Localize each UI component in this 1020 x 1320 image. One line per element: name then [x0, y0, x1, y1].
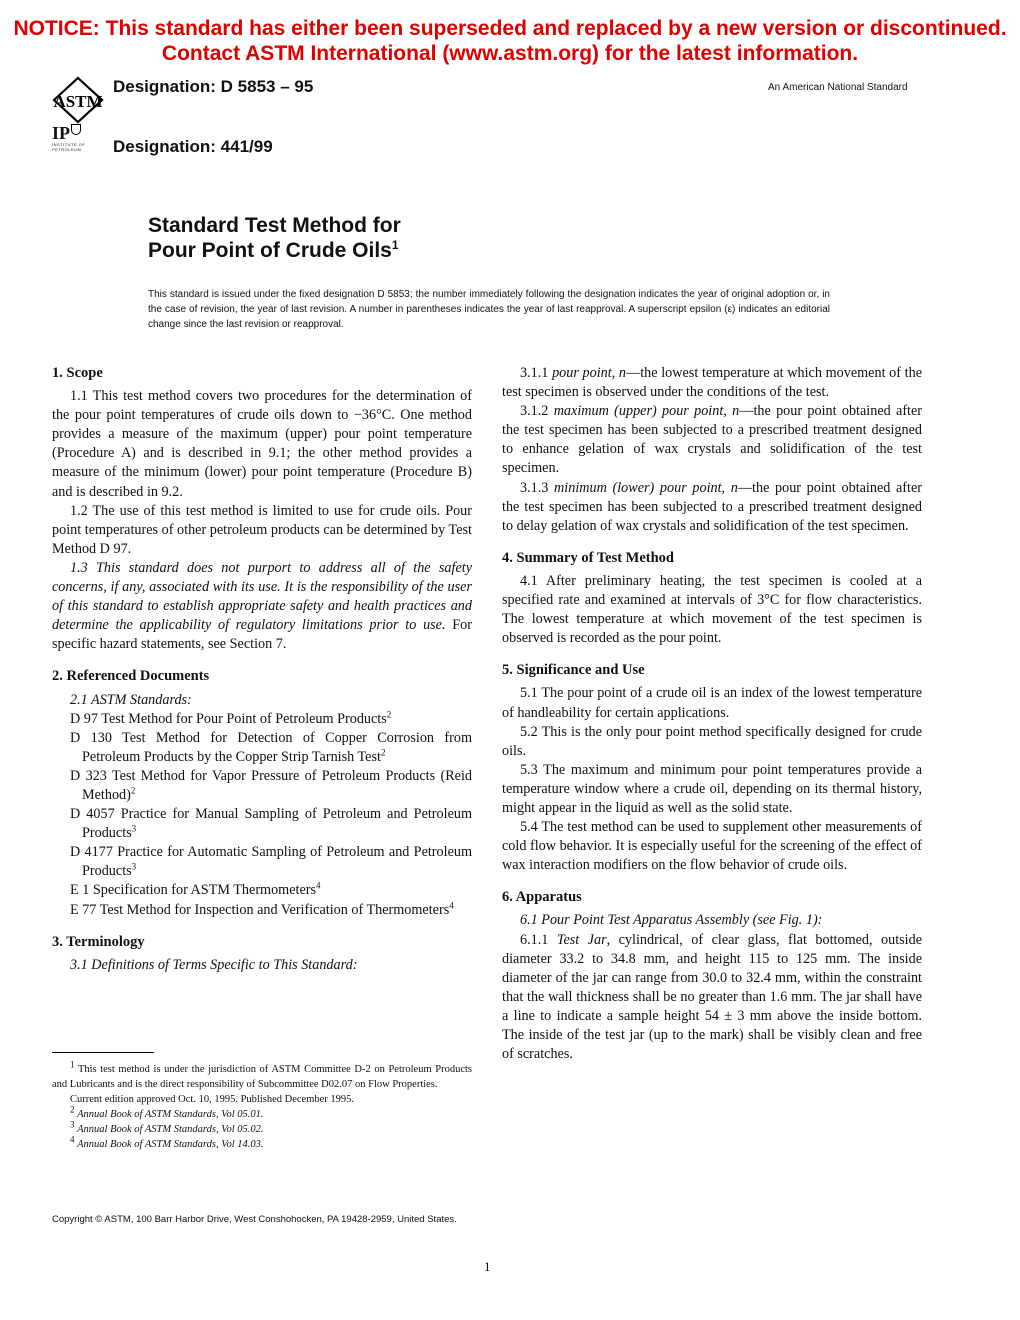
- ref-sup: 2: [380, 747, 386, 758]
- ref-sup: 3: [131, 861, 137, 872]
- section-6-heading: 6. Apparatus: [502, 889, 582, 906]
- para-1-1: 1.1 This test method covers two procedures for the determination of the pour point temperatures of crude oils down to −36°C. One method provides a measure of the maximum (upper) pour point temperature (Procedure A) and is described in 9.1; the other method provides a measure of the minimum (lower) pour point temperature (Procedure B) and is described in 9.2.: [52, 388, 472, 500]
- footnote-2-text: Annual Book of ASTM Standards, Vol 05.01.: [77, 1109, 264, 1120]
- footnote-edition: Current edition approved Oct. 10, 1995. Published December 1995.: [70, 1094, 355, 1105]
- title-footnote-ref: 1: [391, 238, 399, 252]
- ref-item: [70, 710, 472, 729]
- title-line-1: Standard Test Method for: [148, 214, 401, 237]
- section-5-heading: 5. Significance and Use: [502, 662, 645, 679]
- ip-logo-sub-1: INSTITUTE OF: [52, 142, 86, 147]
- para-5-4: 5.4 The test method can be used to supplement other measurements of cold flow behavior. It is especially useful for the screening of the effect of wax interaction modifiers on the flow behavior of crude oils.: [502, 819, 922, 874]
- svg-text:ASTM: ASTM: [53, 92, 103, 111]
- issuance-note: This standard is issued under the fixed designation D 5853; the number immediately following the designation indicates the year of original adoption or, in the case of revision, the year of last revision. A number in parentheses indicates the year of last reapproval. A superscript epsilon (ε) indicates an editorial change since the last revision or reapproval.: [148, 289, 830, 330]
- ref-sup: 4: [316, 880, 321, 891]
- ip-logo-sub-2: PETROLEUM: [52, 147, 82, 152]
- ref-sup: 2: [386, 708, 392, 719]
- footnote-3-text: Annual Book of ASTM Standards, Vol 05.02.: [77, 1124, 264, 1135]
- section-4-heading: 4. Summary of Test Method: [502, 549, 674, 566]
- ref-text: E 77 Test Method for Inspection and Verification of Thermometers: [70, 901, 450, 918]
- section-2-heading: 2. Referenced Documents: [52, 668, 210, 685]
- para-1-3-rest: For specific hazard statements, see Section 7.: [52, 617, 472, 653]
- para-1-3: [52, 559, 472, 654]
- term: minimum (lower) pour point, n: [554, 479, 738, 496]
- footnote-1-sup: 1: [70, 1059, 75, 1070]
- section-1-heading: 1. Scope: [52, 365, 103, 381]
- ref-item: [70, 843, 472, 881]
- ref-item: [70, 729, 472, 767]
- ref-text: D 4057 Practice for Manual Sampling of Petroleum and Petroleum Products: [70, 806, 472, 842]
- american-national-standard: An American National Standard: [768, 82, 908, 93]
- notice-line-1: NOTICE: This standard has either been superseded and replaced by a new version or discontinued.: [13, 17, 1007, 40]
- ref-text: D 323 Test Method for Vapor Pressure of Petroleum Products (Reid Method): [70, 767, 472, 803]
- footnote-4: [52, 1134, 472, 1152]
- ref-sup: 2: [130, 785, 136, 796]
- para-5-3: 5.3 The maximum and minimum pour point temperatures provide a temperature window where a crude oil, depending on its thermal history, might appear in the liquid as well as the solid state.: [502, 761, 922, 816]
- para-5-2: 5.2 This is the only pour point method specifically designed for crude oils.: [502, 723, 922, 759]
- para-num: 3.1.2: [520, 403, 549, 420]
- page-number: 1: [484, 1259, 491, 1274]
- astm-designation: Designation: D 5853 – 95: [113, 77, 314, 96]
- para-6-1: [502, 911, 922, 930]
- title-main: Pour Point of Crude Oils: [148, 239, 392, 262]
- definition: —the pour point obtained after the test specimen has been subjected to a prescribed treatment designed to enhance gelation of wax crystals and solidification of the test specimen.: [502, 403, 923, 477]
- shield-icon: [71, 124, 81, 135]
- ref-item: [70, 767, 472, 805]
- para-6-1-text: 6.1 Pour Point Test Apparatus Assembly (see Fig. 1):: [520, 912, 823, 929]
- para-3-1: [52, 956, 472, 975]
- footnote-1-text: This test method is under the jurisdiction of ASTM Committee D-2 on Petroleum Products and Lubricants and is the direct responsibility of Subcommittee D02.07 on Flow Properties.: [52, 1064, 472, 1090]
- para-3-1-1: [502, 364, 922, 402]
- ip-designation: Designation: 441/99: [113, 137, 273, 156]
- term: Test Jar: [556, 931, 607, 948]
- ref-text: E 1 Specification for ASTM Thermometers: [70, 882, 316, 899]
- footnote-4-sup: 4: [70, 1134, 75, 1145]
- notice-line-2: Contact ASTM International (www.astm.org) for the latest information.: [161, 42, 859, 65]
- right-column: [502, 364, 922, 1064]
- footnote-2: [52, 1104, 472, 1122]
- ip-logo-letters: IP: [52, 123, 70, 143]
- ref-text: D 4177 Practice for Automatic Sampling of Petroleum and Petroleum Products: [70, 844, 472, 880]
- footnote-rule: [52, 1052, 154, 1053]
- footnote-3: [52, 1119, 472, 1137]
- copyright: Copyright © ASTM, 100 Barr Harbor Drive, West Conshohocken, PA 19428-2959, United States.: [52, 1214, 457, 1225]
- astm-logo: [52, 76, 104, 129]
- para-2-1: [52, 691, 472, 710]
- footnote-2-sup: 2: [70, 1104, 75, 1115]
- para-6-1-1: [502, 931, 922, 1065]
- para-4-1: 4.1 After preliminary heating, the test specimen is cooled at a specified rate and examined at intervals of 3°C for flow characteristics. The lowest temperature at which movement of the test specimen is observed is recorded as the pour point.: [502, 572, 922, 647]
- term: pour point, n: [552, 365, 627, 381]
- ref-text: D 97 Test Method for Pour Point of Petroleum Products: [70, 710, 387, 727]
- para-3-1-text: 3.1 Definitions of Terms Specific to This Standard:: [70, 956, 358, 973]
- ref-item: [70, 881, 472, 900]
- para-num: 3.1.3: [520, 479, 549, 496]
- para-2-1-text: 2.1 ASTM Standards:: [70, 691, 192, 708]
- para-num: 3.1.1: [520, 365, 549, 381]
- footnote-3-sup: 3: [70, 1119, 75, 1130]
- ref-sup: 4: [449, 899, 454, 910]
- ref-sup: 3: [131, 823, 137, 834]
- para-3-1-2: [502, 402, 922, 478]
- ref-text: D 130 Test Method for Detection of Copper Corrosion from Petroleum Products by the Copper Strip Tarnish Test: [70, 729, 472, 765]
- para-1-3-italic: 1.3 This standard does not purport to address all of the safety concerns, if any, associated with its use. It is the responsibility of the user of this standard to establish appropriate safety and health practices and determine the applicability of regulatory limitations prior to use.: [52, 559, 472, 634]
- definition: —the lowest temperature at which movement of the test specimen is observed under the conditions of the test.: [502, 365, 923, 401]
- definition: , cylindrical, of clear glass, flat bottomed, outside diameter 33.2 to 34.8 mm, and height 115 to 125 mm. The inside diameter of the jar can range from 30.0 to 32.4 mm, within the constraint that the wall thickness shall be no greater than 1.6 mm. The jar shall have a line to indicate a sample height 54 ± 3 mm above the inside bottom. The inside of the test jar (up to the mark) shall be visibly clean and free of scratches.: [502, 931, 922, 1063]
- definition: —the pour point obtained after the test specimen has been subjected to a prescribed treatment designed to delay gelation of wax crystals and solidification of the test specimen.: [502, 479, 922, 534]
- term: maximum (upper) pour point, n: [553, 403, 740, 420]
- title-line-2: [148, 238, 399, 263]
- left-column: [52, 364, 472, 975]
- ref-item: [70, 901, 472, 920]
- para-num: 6.1.1: [520, 931, 549, 948]
- ip-logo: [52, 124, 96, 152]
- para-1-2: 1.2 The use of this test method is limited to use for crude oils. Pour point temperatures of other petroleum products can be determined by Test Method D 97.: [52, 502, 472, 557]
- para-3-1-3: [502, 479, 922, 536]
- section-3-heading: 3. Terminology: [52, 933, 145, 950]
- footnotes: [52, 1059, 472, 1152]
- para-5-1: 5.1 The pour point of a crude oil is an index of the lowest temperature of handleability for certain applications.: [502, 685, 922, 721]
- ref-item: [70, 805, 472, 843]
- footnote-1: [52, 1059, 472, 1092]
- footnote-4-text: Annual Book of ASTM Standards, Vol 14.03.: [77, 1139, 264, 1150]
